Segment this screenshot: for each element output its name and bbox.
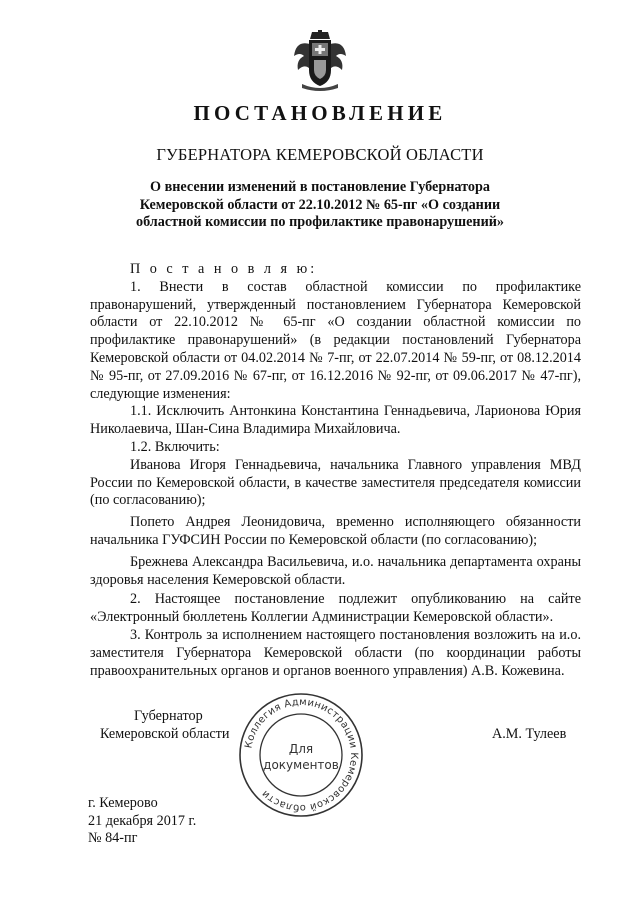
- paragraph-2: 2. Настоящее постановление подлежит опубликованию на сайте «Электронный бюллетень Коллегии Администрации Кемеровской области».: [90, 591, 581, 626]
- paragraph-1-2-b: Попето Андрея Леонидовича, временно исполняющего обязанности начальника ГУФСИН России по Кемеровской области (по согласованию);: [90, 514, 581, 548]
- document-type-title: ПОСТАНОВЛЕНИЕ: [193, 101, 447, 125]
- signatory-title-line: Кемеровской области: [100, 725, 230, 742]
- document-subject: [100, 179, 540, 232]
- signatory-title-line: Губернатор: [134, 708, 203, 724]
- document-body: [90, 261, 581, 680]
- kemerovo-coat-of-arms-icon: [292, 30, 348, 92]
- subject-line: областной комиссии по профилактике правонарушений»: [135, 214, 505, 230]
- subject-line: Кемеровской области от 22.10.2012 № 65-пг «О создании: [139, 196, 501, 213]
- official-stamp: [236, 690, 366, 820]
- paragraph-3: 3. Контроль за исполнением настоящего постановления возложить на и.о. заместителя Губернатора Кемеровской области (по координации работы правоохранительных органов и органов военного управления) А.В. Кожевина.: [90, 626, 581, 679]
- paragraph-1-2-c: Брежнева Александра Васильевича, и.о. начальника департамента охраны здоровья населения Кемеровской области.: [90, 553, 581, 588]
- issuer-title: ГУБЕРНАТОРА КЕМЕРОВСКОЙ ОБЛАСТИ: [156, 145, 484, 164]
- paragraph-1: 1. Внести в состав областной комиссии по профилактике правонарушений, утвержденный постановлением Губернатора Кемеровской области от 22.10.2012 № 65-пг «О создании областной комиссии по профилактике правонарушений» (в редакции постановлений Губернатора Кемеровской области от 04.02.2014 № 7-пг, от 22.07.2014 № 59-пг, от 08.12.2014 № 95-пг, от 27.09.2016 № 67-пг, от 16.12.2016 № 92-пг, от 09.06.2017 № 47-пг), следующие изменения:: [90, 278, 581, 402]
- footer-date: 21 декабря 2017 г.: [88, 812, 197, 829]
- subject-line: О внесении изменений в постановление Губернатора: [150, 179, 490, 195]
- decree-intro: П о с т а н о в л я ю:: [130, 261, 318, 277]
- signatory-name: А.М. Тулеев: [492, 726, 567, 742]
- paragraph-1-1: 1.1. Исключить Антонкина Константина Геннадьевича, Ларионова Юрия Николаевича, Шан-Сина Владимира Михайловича.: [90, 403, 581, 438]
- paragraph-1-2: 1.2. Включить:: [130, 438, 220, 455]
- document-footer: [88, 795, 196, 848]
- stamp-center-line: Для: [288, 742, 314, 756]
- paragraph-1-2-a: Иванова Игоря Геннадьевича, начальника Главного управления МВД России по Кемеровской области, в качестве заместителя председателя комиссии (по согласованию);: [90, 456, 581, 509]
- stamp-ring-text: Коллегия Администрации Кемеровской области: [243, 696, 360, 814]
- stamp-center-line: документов: [263, 758, 339, 772]
- footer-number: № 84-пг: [88, 830, 138, 846]
- signatory-title: [100, 708, 229, 743]
- footer-city: г. Кемерово: [88, 795, 158, 811]
